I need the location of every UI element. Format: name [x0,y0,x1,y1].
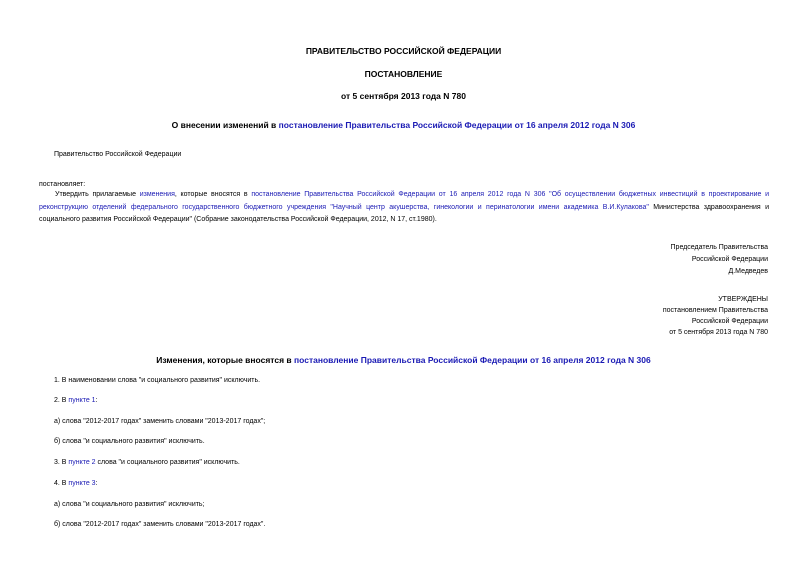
p1-text-b: , которые вносятся в [174,191,252,198]
signature-line-2: Российской Федерации [691,256,768,263]
p1-text-c: Министерства здравоохранения и социального развития Российской Федерации" (Собрание законодательства Российской Федерации, 2012, N 17, ст.1980). [39,203,769,223]
item2-suffix: : [95,397,98,404]
change-item-4a: а) слова "и социального развития" исключить; [54,501,205,508]
signature-line-3: Д.Медведев [728,268,768,275]
change-item-4b: б) слова "2012-2017 годах" заменить словами "2013-2017 годах". [54,521,266,528]
resolution-heading: ПОСТАНОВЛЕНИЕ [364,69,443,79]
government-line: Правительство Российской Федерации [54,151,182,158]
approval-line-4: от 5 сентября 2013 года N 780 [669,329,768,336]
change-item-2 [54,396,98,406]
change-item-2b: б) слова "и социального развития" исключить. [54,438,205,445]
changes-title-link[interactable]: постановление Правительства Российской Федерации от 16 апреля 2012 года N 306 [294,355,651,365]
change-item-1: 1. В наименовании слова "и социального развития" исключить. [54,377,261,384]
resolution-date: от 5 сентября 2013 года N 780 [341,91,466,101]
item3-prefix: 3. В [54,459,69,466]
approval-block [663,294,768,338]
item4-prefix: 4. В [54,480,69,487]
government-heading: ПРАВИТЕЛЬСТВО РОССИЙСКОЙ ФЕДЕРАЦИИ [305,46,502,56]
changes-title [0,355,807,367]
changes-title-prefix: Изменения, которые вносятся в [156,355,294,365]
signature-line-1: Председатель Правительства [670,244,768,251]
title-prefix: О внесении изменений в [171,120,279,130]
title-link[interactable]: постановление Правительства Российской Федерации от 16 апреля 2012 года N 306 [278,120,636,130]
change-item-3 [54,458,240,468]
decree-306-link[interactable]: постановление Правительства Российской Федерации от 16 апреля 2012 года N 306 "Об осуществлении бюджетных инвестиций в проектирование и реконструкцию отделений федерального государственного бюджетного учреждения "Научный центр акушерства, гинекологии и перинатологии имени академика В.И.Кулакова" [39,191,769,211]
item3-link[interactable]: пункте 2 [68,459,96,466]
document-title [0,120,807,132]
resolves-line: постановляет: [39,181,86,188]
item4-link[interactable]: пункте 3 [68,480,96,487]
changes-link[interactable]: изменения [139,191,175,198]
approval-line-3: Российской Федерации [691,318,768,325]
approval-line-2: постановлением Правительства [662,307,768,314]
item2-link[interactable]: пункте 1 [68,397,96,404]
p1-text-a: Утвердить прилагаемые [55,191,140,198]
change-item-2a: а) слова "2012-2017 годах" заменить словами "2013-2017 годах"; [54,418,266,425]
signature-block [671,242,768,278]
item4-suffix: : [95,480,98,487]
item3-suffix: слова "и социального развития" исключить. [95,459,240,466]
resolution-paragraph [39,189,769,227]
approval-line-1: УТВЕРЖДЕНЫ [718,296,768,303]
item2-prefix: 2. В [54,397,69,404]
change-item-4 [54,479,98,489]
